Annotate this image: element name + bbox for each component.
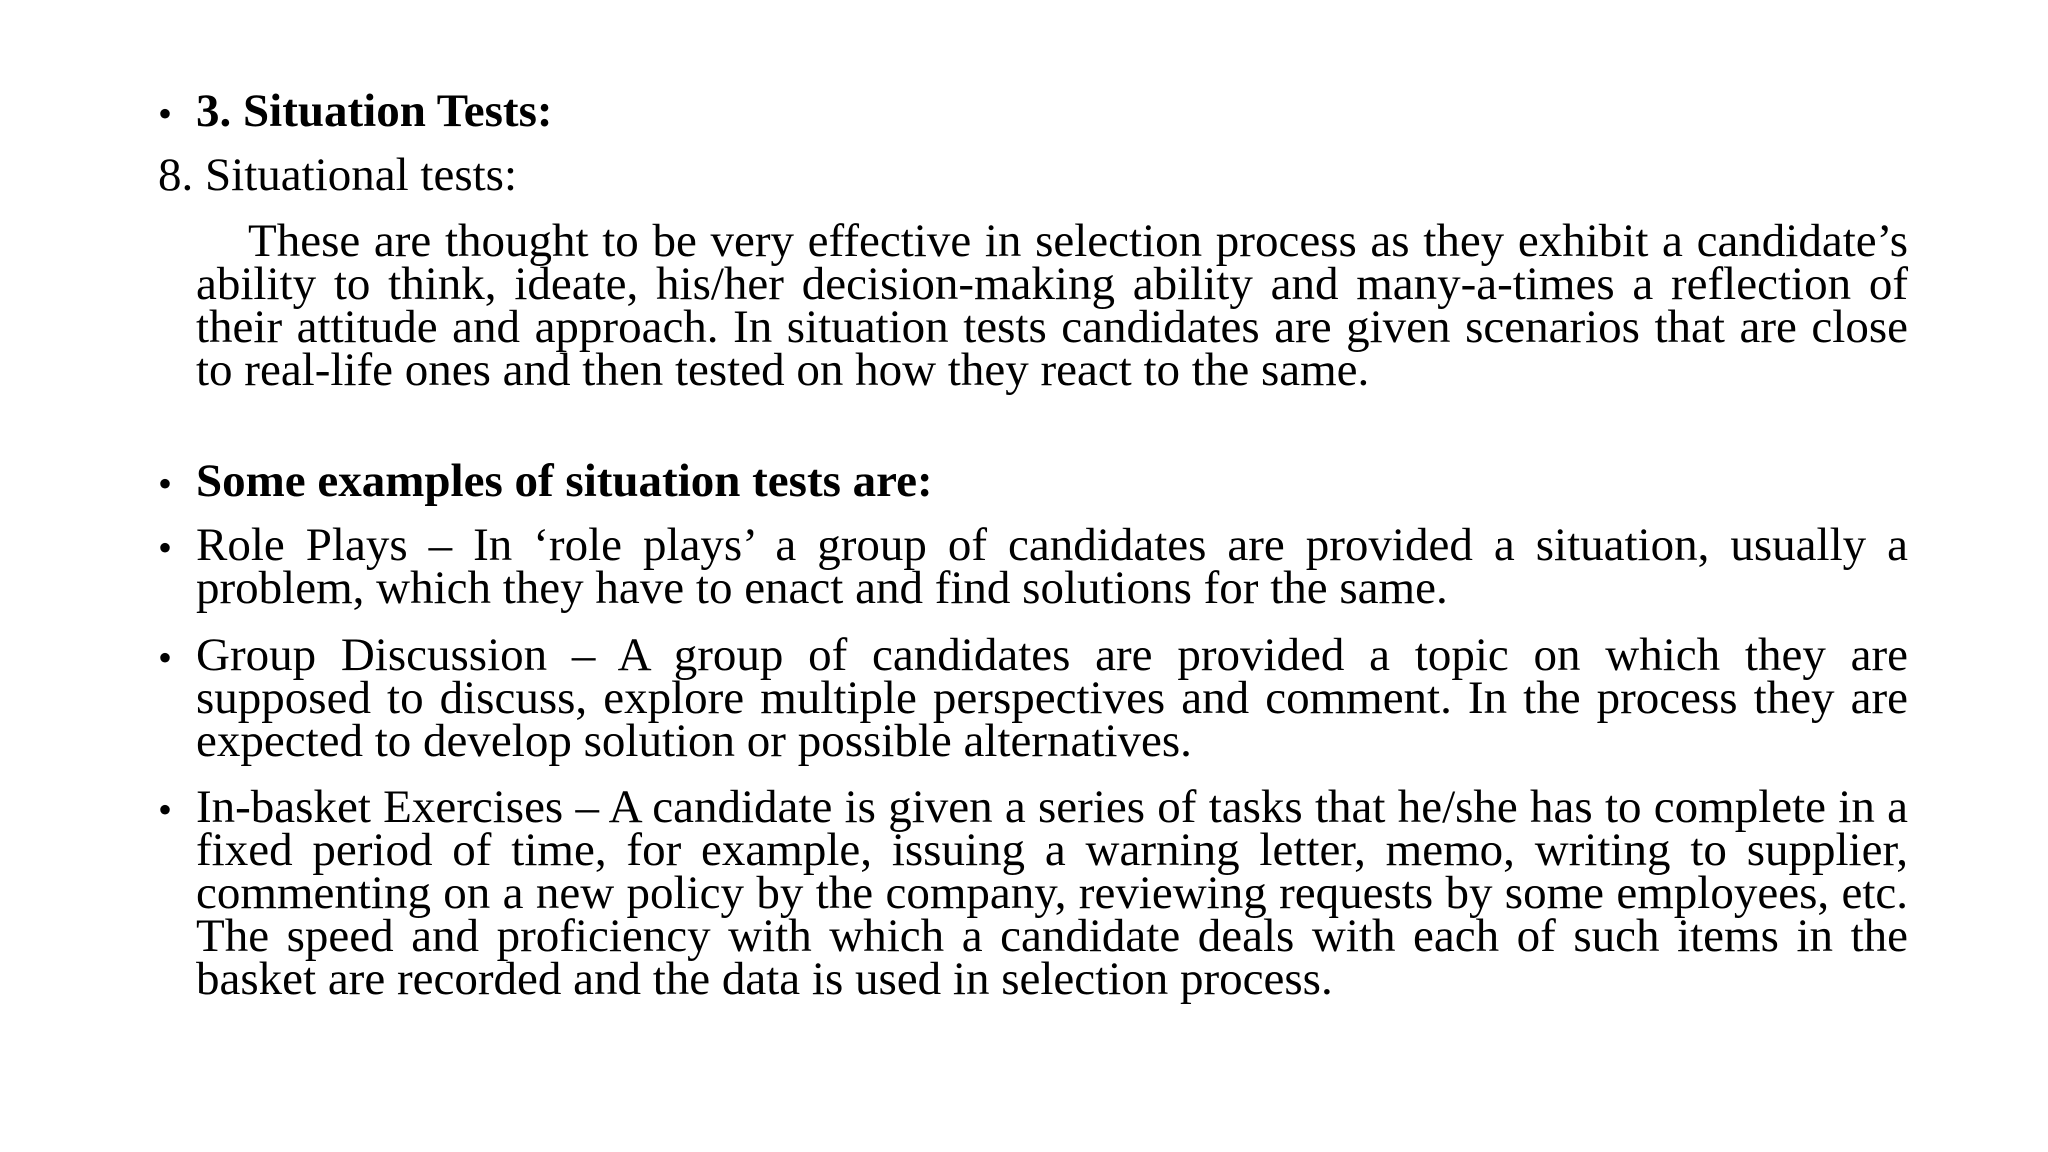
bullet-icon: • bbox=[158, 635, 173, 680]
bullet-icon: • bbox=[158, 787, 173, 832]
example-group-discussion: Group Discussion – A group of candidates are provided a topic on which they are supposed to discuss, explore multiple perspectives and comment. In the process they are expected to develop solution or possible alternatives. bbox=[196, 629, 1908, 767]
intro-paragraph: These are thought to be very effective in selection process as they exhibit a candidate’s ability to think, ideate, his/her decision-making ability and many-a-times a reflection of their attitude and approach. In situation tests candidates are given scenarios that are close to real-life ones and then tested on how they react to the same. bbox=[196, 215, 1908, 396]
example-role-plays: Role Plays – In ‘role plays’ a group of candidates are provided a situation, usually a problem, which they have to enact and find solutions for the same. bbox=[196, 519, 1908, 614]
bullet-icon: • bbox=[158, 525, 173, 570]
bullet-icon: • bbox=[158, 91, 173, 136]
example-in-basket: In-basket Exercises – A candidate is given a series of tasks that he/she has to complete in a fixed period of time, for example, issuing a warning letter, memo, writing to supplier, commenting on a new policy by the company, reviewing requests by some employees, etc. The speed and proficiency with which a candidate deals with each of such items in the basket are recorded and the data is used in selection process. bbox=[196, 781, 1908, 1005]
heading-text: 3. Situation Tests: bbox=[196, 85, 553, 137]
subheading: 8. Situational tests: bbox=[158, 149, 518, 201]
examples-heading-text: Some examples of situation tests are: bbox=[196, 455, 933, 507]
bullet-icon: • bbox=[158, 461, 173, 506]
